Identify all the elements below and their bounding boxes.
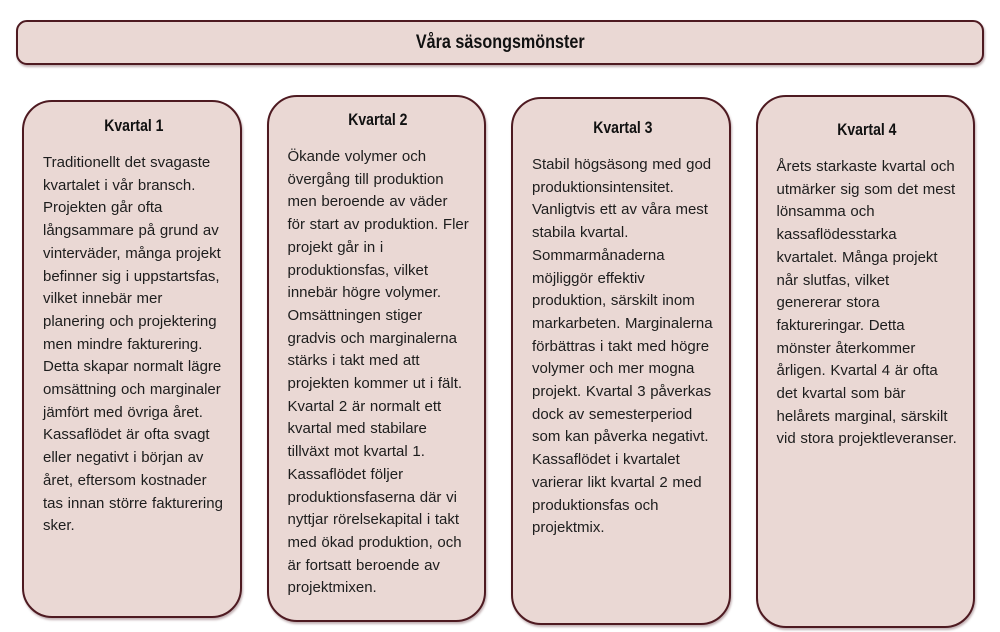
quarter-title-q2 [288,111,470,130]
quarter-title-q1 [43,117,225,136]
quarter-body-q3: Stabil högsäsong med god produktionsintensitet. Vanligtvis ett av våra mest stabila kvartal. Sommarmånaderna möjliggör effektiv produktion, särskilt inom markarbeten. Marginalerna förbättras i takt med högre volymer och mer mogna projekt. Kvartal 3 påverkas dock av semesterperiod som kan påverka negativt. Kassaflödet i kvartalet varierar likt kvartal 2 med produktionsfas och projektmix. [532,156,713,537]
quarter-body-q1: Traditionellt det svagaste kvartalet i vår bransch. Projekten går ofta långsammare på grund av vinterväder, många projekt befinner sig i uppstartsfas, vilket innebär mer planering och projektering men mindre fakturering. Detta skapar normalt lägre omsättning och marginaler jämfört med övriga året. Kassaflödet är ofta svagt eller negativt i början av året, eftersom kostnader tas innan större fakturering sker. [43,154,223,535]
quarter-title-label: Kvartal 2 [348,111,408,129]
quarter-card-q4 [756,95,976,628]
quarter-card-q3 [511,97,731,625]
quarter-title-label: Kvartal 3 [593,119,653,137]
quarter-title-label: Kvartal 4 [837,121,897,139]
quarter-body-q4: Årets starkaste kvartal och utmärker sig som det mest lönsamma och kassaflödesstarka kvartalet. Många projekt når slutfas, vilket genererar stora faktureringar. Detta mönster återkommer årligen. Kvartal 4 är ofta det kvartal som bär helårets marginal, särskilt vid stora projektleveranser. [776,158,957,448]
quarter-title-q4 [777,121,959,140]
quarter-card-q1 [22,100,242,618]
quarter-cards-row [22,95,975,632]
quarter-body-q2: Ökande volymer och övergång till produktion men beroende av väder för start av produktion. Fler projekt går in i produktionsfas, vilket innebär högre volymer. Omsättningen stiger gradvis och marginalerna stärks i takt med att projekten kommer ut i fält. Kvartal 2 är normalt ett kvartal med stabilare tillväxt mot kvartal 1. Kassaflödet följer produktionsfaserna där vi nyttjar rörelsekapital i takt med ökad produktion, och är fortsatt beroende av projektmixen. [287,148,469,597]
page-title: Våra säsongsmönster [415,31,585,53]
quarter-title-label: Kvartal 1 [104,117,164,135]
quarter-title-q3 [532,119,714,138]
title-banner [16,20,984,65]
quarter-card-q2 [267,95,487,622]
